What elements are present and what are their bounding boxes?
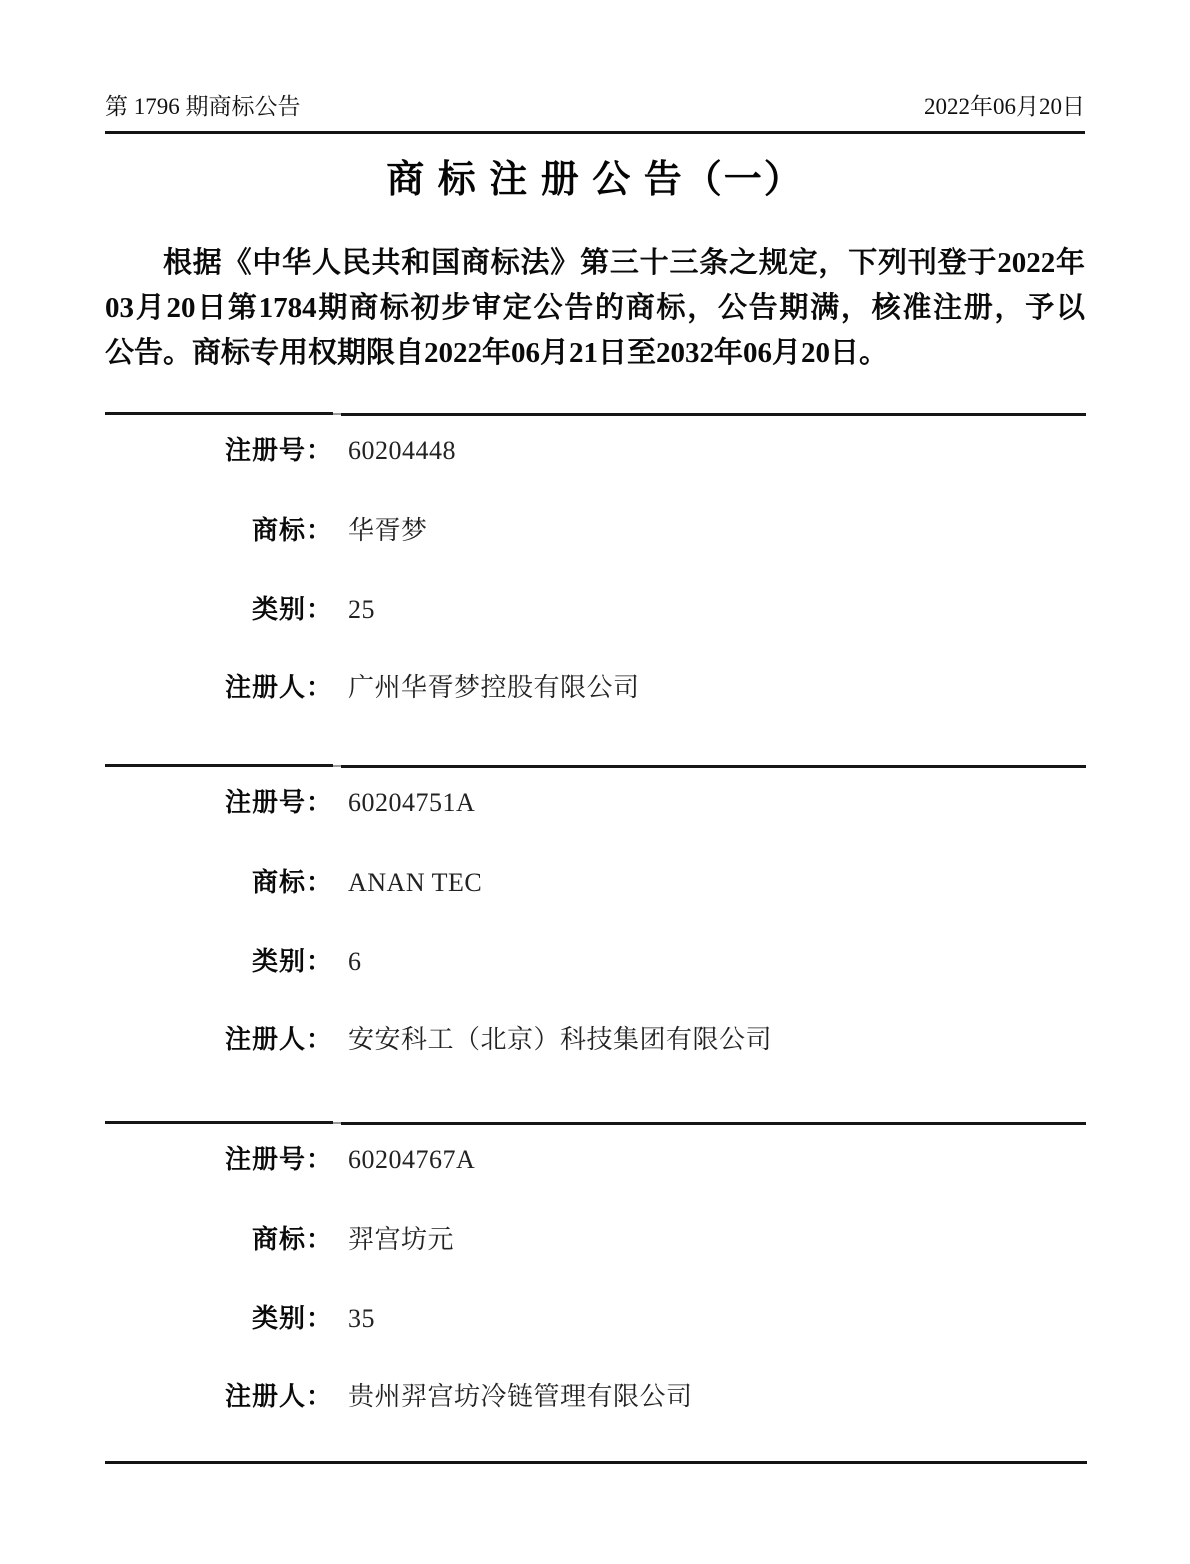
running-header [105, 92, 1085, 122]
reg-no-value: 60204767A [348, 1145, 476, 1174]
reg-no-row [105, 1139, 1085, 1176]
record-separator-joint [333, 765, 341, 767]
registrant-row [105, 667, 1085, 704]
trademark-record [0, 412, 1190, 764]
registrant-value: 贵州羿宫坊冷链管理有限公司 [348, 1382, 693, 1411]
record-separator-left [105, 412, 333, 415]
header-rule [105, 131, 1085, 134]
intro-line: 公告。商标专用权期限自2022年06月21日至2032年06月20日。 [105, 337, 889, 369]
category-label: 类别： [251, 946, 333, 976]
registrant-value: 广州华胥梦控股有限公司 [348, 673, 640, 702]
category-value: 25 [348, 595, 375, 624]
category-row [105, 1298, 1085, 1335]
record-separator-right [341, 1122, 1086, 1125]
page-title: 商 标 注 册 公 告（一） [386, 159, 804, 201]
registrant-label: 注册人： [224, 1381, 333, 1411]
registrant-label: 注册人： [224, 672, 333, 702]
header-date: 2022年06月20日 [924, 94, 1085, 119]
reg-no-value: 60204751A [348, 788, 476, 817]
record-separator-joint [333, 413, 341, 415]
intro-line: 根据《中华人民共和国商标法》第三十三条之规定，下列刊登于2022年 [163, 247, 1085, 279]
category-value: 6 [348, 947, 362, 976]
trademark-row [105, 1219, 1085, 1256]
trademark-record [0, 764, 1190, 1116]
registrant-value: 安安科工（北京）科技集团有限公司 [348, 1025, 773, 1054]
trademark-record [0, 1121, 1190, 1473]
trademark-label: 商标： [251, 1224, 333, 1254]
category-label: 类别： [251, 1303, 333, 1333]
reg-no-label: 注册号： [224, 787, 333, 817]
category-value: 35 [348, 1304, 375, 1333]
trademark-row [105, 862, 1085, 899]
registrant-row [105, 1019, 1085, 1056]
issue-label: 第 1796 期商标公告 [105, 94, 301, 119]
category-row [105, 589, 1085, 626]
reg-no-label: 注册号： [224, 435, 333, 465]
record-separator-left [105, 764, 333, 767]
intro-paragraph [105, 241, 1085, 376]
reg-no-row [105, 430, 1085, 467]
category-label: 类别： [251, 594, 333, 624]
trademark-value: ANAN TEC [348, 868, 483, 897]
record-separator-left [105, 1121, 333, 1124]
trademark-label: 商标： [251, 867, 333, 897]
registrant-label: 注册人： [224, 1024, 333, 1054]
record-separator-right [341, 765, 1086, 768]
record-separator-right [341, 413, 1086, 416]
trademark-row [105, 510, 1085, 547]
category-row [105, 941, 1085, 978]
reg-no-row [105, 782, 1085, 819]
registrant-row [105, 1376, 1085, 1413]
trademark-label: 商标： [251, 515, 333, 545]
trademark-value: 羿宫坊元 [348, 1225, 455, 1254]
bottom-rule [105, 1461, 1087, 1464]
trademark-value: 华胥梦 [348, 516, 428, 545]
intro-line: 03月20日第1784期商标初步审定公告的商标，公告期满，核准注册，予以 [105, 292, 1085, 324]
reg-no-label: 注册号： [224, 1144, 333, 1174]
record-separator-joint [333, 1122, 341, 1124]
reg-no-value: 60204448 [348, 436, 456, 465]
